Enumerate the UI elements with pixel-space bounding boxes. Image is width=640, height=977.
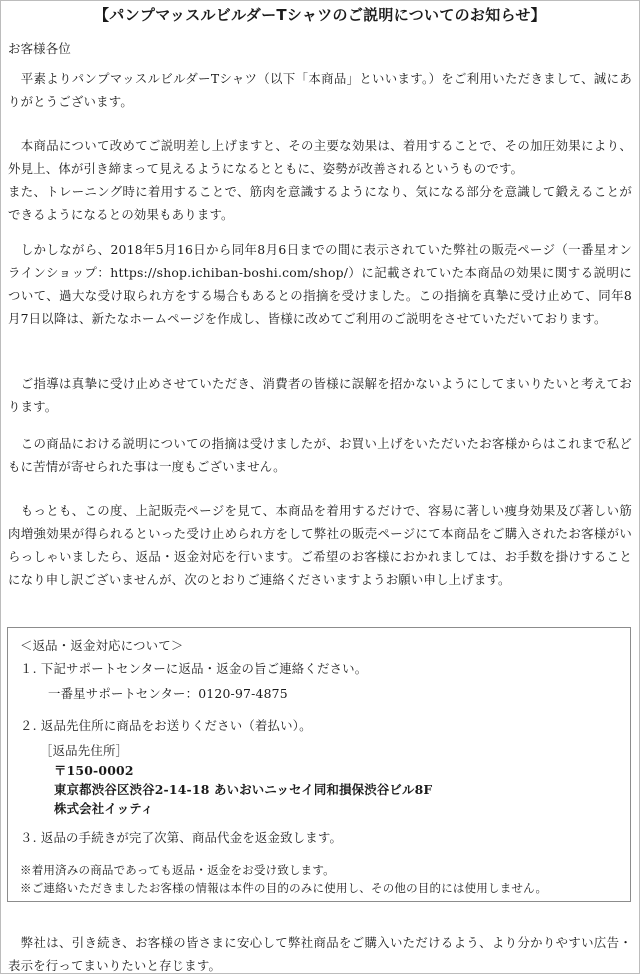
paragraph-no-complaints bbox=[8, 432, 632, 478]
note-worn-items: ※着用済みの商品であっても返品・返金をお受け致します。 bbox=[20, 863, 335, 877]
paragraph-line: 平素よりパンプマッスルビルダーTシャツ（以下「本商品」といいます。）をご利用いただきまして、誠にありがとうございます。 bbox=[8, 71, 632, 109]
step-1: １. 下記サポートセンターに返品・返金の旨ご連絡ください。 bbox=[20, 661, 368, 676]
refund-box bbox=[7, 627, 631, 902]
refund-box-heading: ＜返品・返金対応について＞ bbox=[20, 638, 184, 653]
note-privacy: ※ご連絡いただきましたお客様の情報は本件の目的のみに使用し、その他の目的には使用しません。 bbox=[20, 881, 548, 895]
paragraph-intro bbox=[8, 67, 632, 113]
step-3: ３. 返品の手続きが完了次第、商品代金を返金致します。 bbox=[20, 830, 343, 845]
greeting: お客様各位 bbox=[8, 41, 71, 56]
paragraph-line: また、トレーニング時に着用することで、筋肉を意識するようになり、気になる部分を意識して鍛えることができるようになるとの効果もあります。 bbox=[8, 184, 632, 222]
paragraph-line: 本商品について改めてご説明差し上げますと、その主要な効果は、着用することで、その加圧効果により、外見上、体が引き締まって見えるようになるとともに、姿勢が改善されるというものです。 bbox=[8, 138, 632, 176]
paragraph-line: しかしながら、2018年5月16日から同年8月6日までの間に表示されていた弊社の販売ページ（一番星オンラインショップ：https://shop.ichiban-boshi.com/shop/）に記載されていた本商品の効果に関する説明について、過大な受け取られ方をする場合もあるとの指摘を受けました。この指摘を真摯に受け止めて、同年8月7日以降は、新たなホームページを作成し、皆様に改めてご利用のご説明をさせていただいております。 bbox=[8, 242, 632, 326]
paragraph-line: ご指導は真摯に受け止めさせていただき、消費者の皆様に誤解を招かないようにしてまいりたいと考えております。 bbox=[8, 376, 632, 414]
company-name: 株式会社イッティ bbox=[54, 801, 154, 816]
paragraph-line: もっとも、この度、上記販売ページを見て、本商品を着用するだけで、容易に著しい痩身効果及び著しい筋肉増強効果が得られるといった受け止められ方をして弊社の販売ページにて本商品をご購入されたお客様がいらっしゃいましたら、返品・返金対応を行います。ご希望のお客様におかれましては、お手数を掛けすることになり申し訳ございませんが、次のとおりご連絡くださいますようお願い申し上げます。 bbox=[8, 503, 632, 587]
paragraph-refund-offer bbox=[8, 499, 632, 591]
step-2: ２. 返品先住所に商品をお送りください（着払い）。 bbox=[20, 718, 312, 733]
page-title: 【パンプマッスルビルダーTシャツのご説明についてのお知らせ】 bbox=[94, 6, 546, 24]
support-center-phone: 一番星サポートセンター：0120-97-4875 bbox=[48, 686, 288, 701]
paragraph-effects bbox=[8, 134, 632, 226]
postal-code: 〒150-0002 bbox=[54, 763, 134, 778]
paragraph-line: 弊社は、引き続き、お客様の皆さまに安心して弊社商品をご購入いただけるよう、より分かりやすい広告・表示を行ってまいりたいと存じます。 bbox=[8, 935, 632, 973]
return-address: 東京都渋谷区渋谷2-14-18 あいおいニッセイ同和損保渋谷ビル8F bbox=[54, 782, 433, 797]
paragraph-closing bbox=[8, 931, 632, 977]
paragraph-line: この商品における説明についての指摘は受けましたが、お買い上げをいただいたお客様からはこれまで私どもに苦情が寄せられた事は一度もございません。 bbox=[8, 436, 632, 474]
address-label: ［返品先住所］ bbox=[40, 743, 129, 758]
paragraph-guidance bbox=[8, 372, 632, 418]
paragraph-indication bbox=[8, 238, 632, 330]
